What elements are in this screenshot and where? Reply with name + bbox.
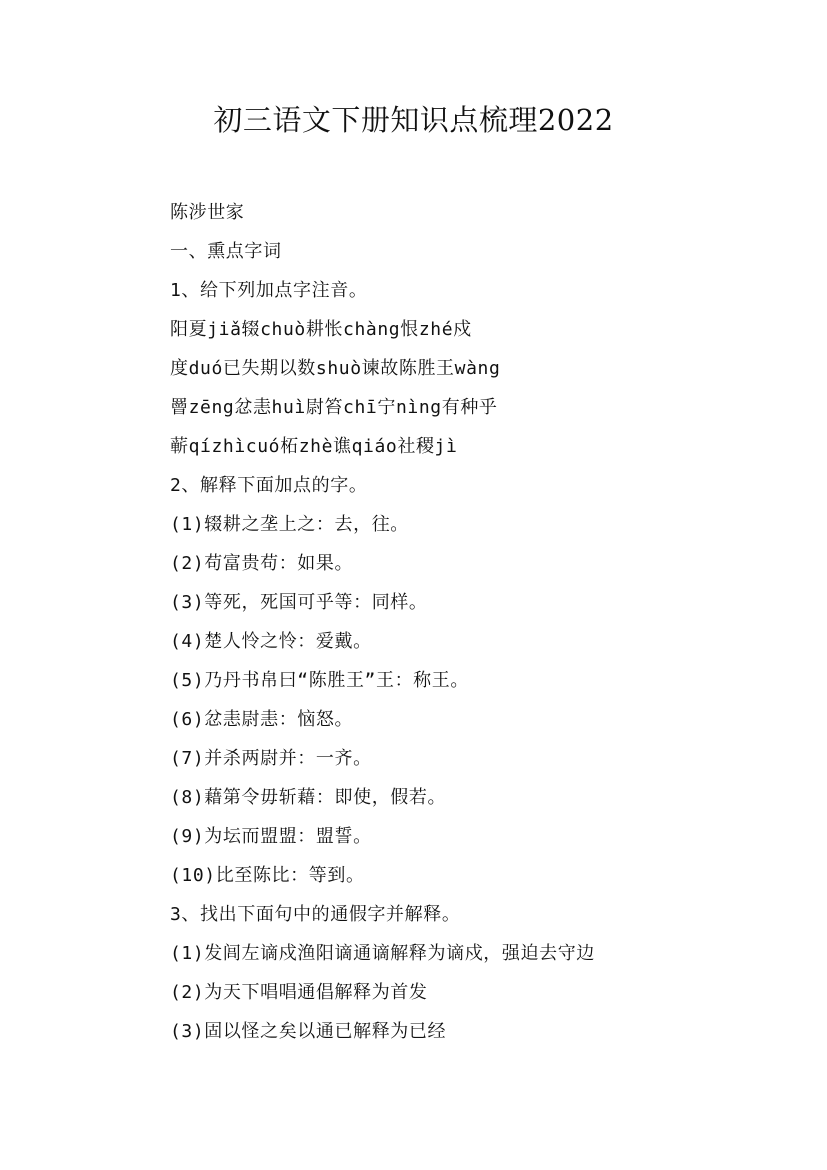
text-line: (3)等死，死国可乎等：同样。 [170, 592, 428, 613]
text-line: (4)楚人怜之怜：爱戴。 [170, 631, 372, 652]
subsection-heading: 一、熏点字词 [170, 241, 282, 262]
document-body [170, 193, 800, 1051]
text-line: (1)发闾左谪戍渔阳谪通谪解释为谪戍，强迫去守边 [170, 943, 595, 964]
text-line: (8)藉第令毋斩藉：即使，假若。 [170, 787, 447, 808]
text-line: (2)苟富贵苟：如果。 [170, 553, 354, 574]
text-line: 蕲qízhìcuó柘zhè谯qiáo社稷jì [170, 436, 458, 457]
question-heading: 3、找出下面句中的通假字并解释。 [170, 904, 461, 925]
text-line: (9)为坛而盟盟：盟誓。 [170, 826, 372, 847]
question-heading: 1、给下列加点字注音。 [170, 280, 368, 301]
text-line: (2)为天下唱唱通倡解释为首发 [170, 982, 428, 1003]
text-line: (5)乃丹书帛曰“陈胜王”王：称王。 [170, 670, 469, 691]
document-title: 初三语文下册知识点梳理2022 [213, 103, 614, 137]
text-line: 度duó已失期以数shuò谏故陈胜王wàng [170, 358, 501, 379]
text-line: 阳夏jiǎ辍chuò耕怅chàng恨zhé戍 [170, 319, 472, 340]
text-line: (1)辍耕之垄上之：去，往。 [170, 514, 409, 535]
text-line: (3)固以怪之矣以通已解释为已经 [170, 1021, 447, 1042]
text-line: (10)比至陈比：等到。 [170, 865, 365, 886]
question-heading: 2、解释下面加点的字。 [170, 475, 368, 496]
section-heading: 陈涉世家 [170, 202, 245, 223]
text-line: 罾zēng忿恚huì尉笞chī宁nìng有种乎 [170, 397, 498, 418]
text-line: (7)并杀两尉并：一齐。 [170, 748, 372, 769]
text-line: (6)忿恚尉恚：恼怒。 [170, 709, 354, 730]
